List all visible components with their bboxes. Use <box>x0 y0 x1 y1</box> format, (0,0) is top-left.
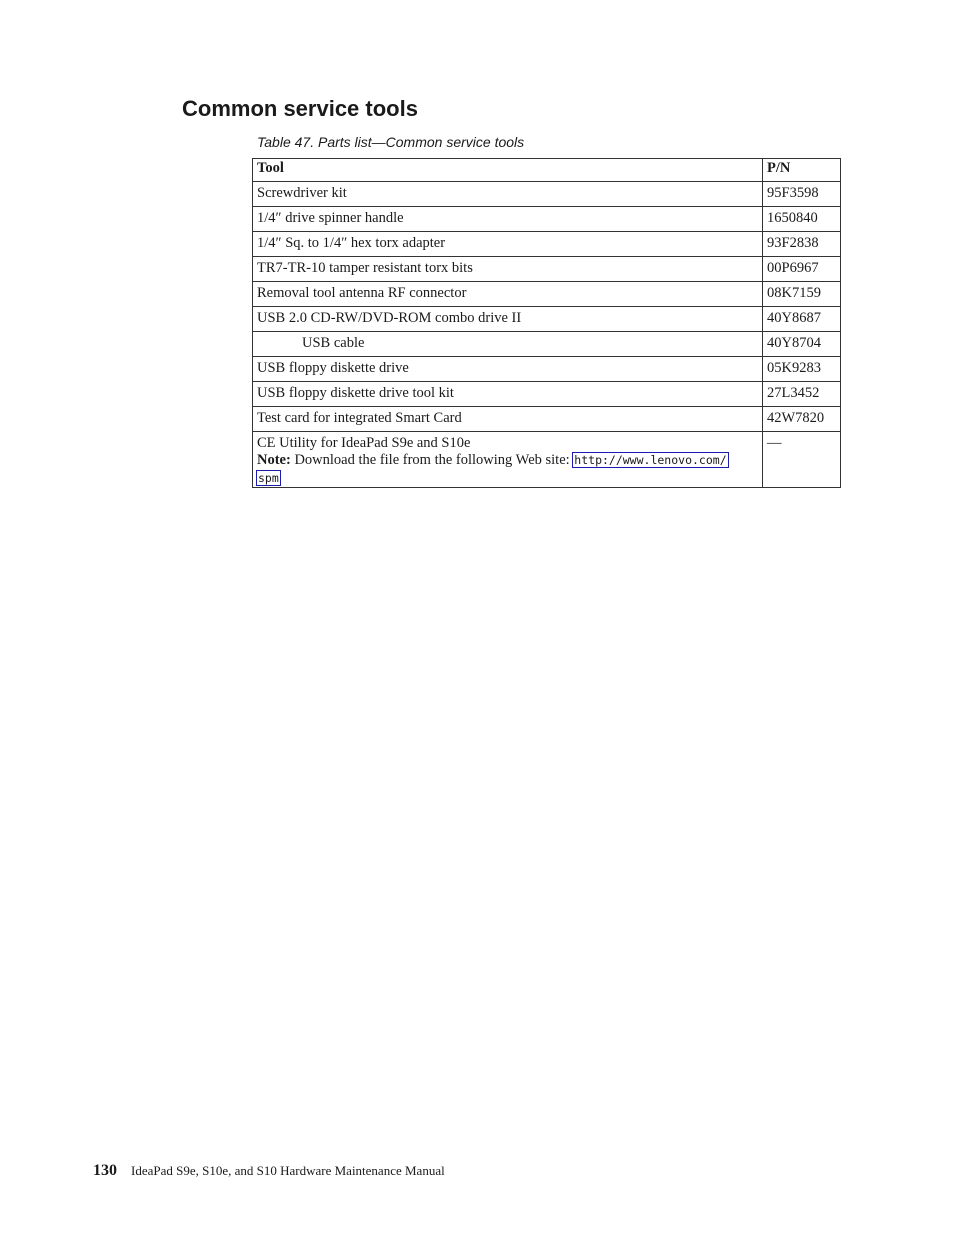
cell-pn: 40Y8704 <box>763 332 841 357</box>
cell-tool: 1/4″ drive spinner handle <box>253 207 763 232</box>
cell-pn: — <box>763 432 841 488</box>
cell-tool: USB 2.0 CD-RW/DVD-ROM combo drive II <box>253 307 763 332</box>
section-title: Common service tools <box>182 96 418 121</box>
table-row <box>253 382 841 407</box>
table-row <box>253 432 841 488</box>
cell-pn: 1650840 <box>763 207 841 232</box>
cell-pn: 93F2838 <box>763 232 841 257</box>
cell-pn: 05K9283 <box>763 357 841 382</box>
cell-pn: 00P6967 <box>763 257 841 282</box>
cell-tool: Screwdriver kit <box>253 182 763 207</box>
cell-tool: USB floppy diskette drive tool kit <box>253 382 763 407</box>
header-pn: P/N <box>763 159 841 182</box>
parts-table <box>252 158 841 488</box>
cell-tool: Test card for integrated Smart Card <box>253 407 763 432</box>
table-row <box>253 232 841 257</box>
cell-tool: Removal tool antenna RF connector <box>253 282 763 307</box>
cell-tool: USB cable <box>253 332 763 357</box>
lenovo-link[interactable]: http://www.lenovo.com/ <box>574 453 727 467</box>
page-footer <box>93 1161 445 1181</box>
table-caption: Table 47. Parts list—Common service tools <box>257 134 525 150</box>
lenovo-link-continued[interactable]: spm <box>258 471 279 485</box>
table-row <box>253 307 841 332</box>
table-row <box>253 332 841 357</box>
note-text: Download the file from the following Web site: <box>290 452 574 468</box>
table-header-row <box>253 159 841 182</box>
cell-pn: 08K7159 <box>763 282 841 307</box>
cell-tool-with-note <box>253 432 763 488</box>
header-tool: Tool <box>253 159 763 182</box>
cell-pn: 40Y8687 <box>763 307 841 332</box>
cell-tool: TR7-TR-10 tamper resistant torx bits <box>253 257 763 282</box>
table-row <box>253 357 841 382</box>
note-label: Note: <box>257 452 291 468</box>
cell-pn: 95F3598 <box>763 182 841 207</box>
table-row <box>253 257 841 282</box>
table-row <box>253 207 841 232</box>
cell-tool: 1/4″ Sq. to 1/4″ hex torx adapter <box>253 232 763 257</box>
table-row <box>253 407 841 432</box>
cell-pn: 27L3452 <box>763 382 841 407</box>
cell-tool: CE Utility for IdeaPad S9e and S10e <box>257 435 471 451</box>
table-row <box>253 182 841 207</box>
page-number: 130 <box>93 1162 117 1179</box>
cell-tool: USB floppy diskette drive <box>253 357 763 382</box>
table-row <box>253 282 841 307</box>
cell-pn: 42W7820 <box>763 407 841 432</box>
manual-title: IdeaPad S9e, S10e, and S10 Hardware Maintenance Manual <box>131 1163 445 1178</box>
note <box>257 452 758 469</box>
